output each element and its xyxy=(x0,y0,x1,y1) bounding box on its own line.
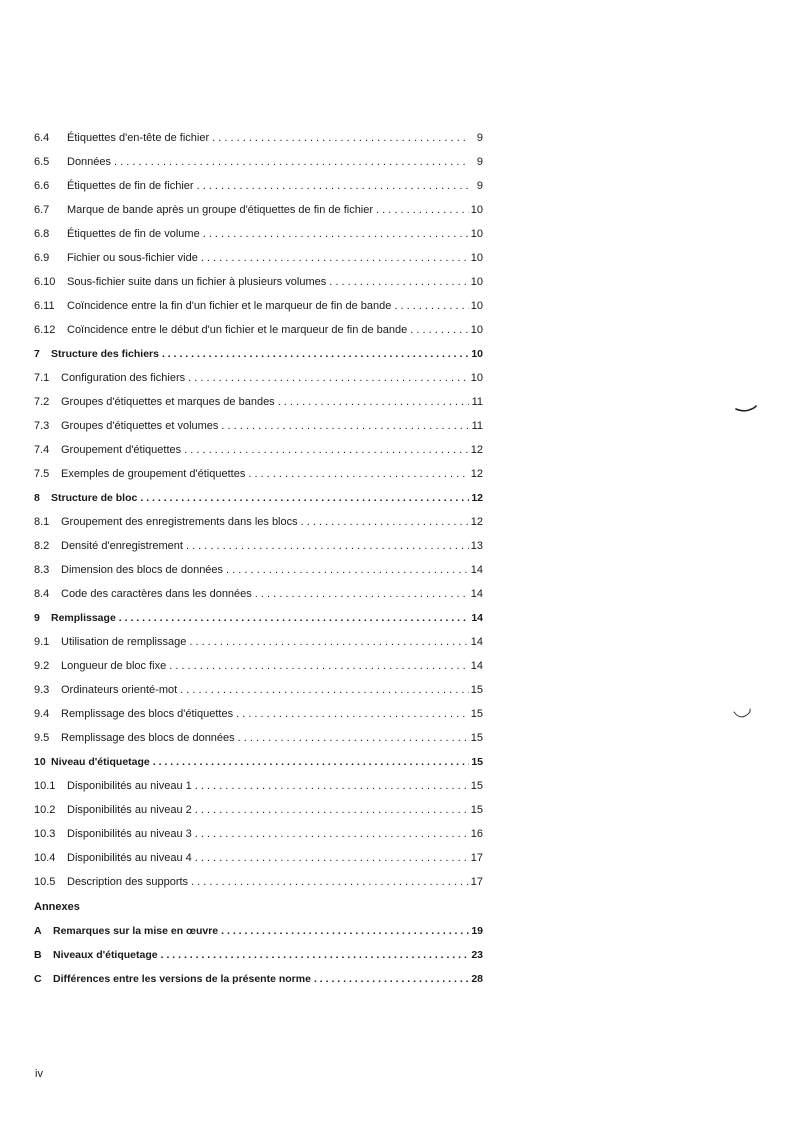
toc-entry-title: Dimension des blocs de données xyxy=(61,564,224,576)
toc-entry-page: 13 xyxy=(470,540,483,552)
toc-entry-number: A xyxy=(34,925,42,937)
toc-entry-page: 10 xyxy=(470,228,483,240)
toc-entry-number: 7.1 xyxy=(34,372,50,384)
toc-entry-title: Longueur de bloc fixe xyxy=(61,660,167,672)
toc-entry-number: 8.3 xyxy=(34,564,50,576)
toc-entry-page: 14 xyxy=(471,612,483,624)
toc-entry-page: 14 xyxy=(470,660,483,672)
toc-entry-page: 15 xyxy=(470,708,483,720)
toc-entry xyxy=(34,222,483,246)
toc-entry-title: Étiquettes de fin de volume xyxy=(67,228,200,240)
toc-entry-number: 10.2 xyxy=(34,804,56,816)
dot-leader xyxy=(329,270,469,294)
dot-leader xyxy=(186,534,469,558)
toc-entry-number: 8.2 xyxy=(34,540,50,552)
toc-entry xyxy=(34,126,483,150)
dot-leader xyxy=(197,174,469,198)
toc-entry-number: 6.10 xyxy=(34,276,56,288)
toc-entry xyxy=(34,726,483,750)
toc-entry xyxy=(34,390,483,414)
toc-entry-page: 15 xyxy=(470,804,483,816)
toc-entry-number: 6.6 xyxy=(34,180,50,192)
dot-leader xyxy=(195,822,469,846)
toc-entry-number: 7 xyxy=(34,348,40,360)
toc-entry xyxy=(34,246,483,270)
toc-entry-page: 10 xyxy=(470,252,483,264)
toc-entry-number: 7.5 xyxy=(34,468,50,480)
toc-entry-page: 15 xyxy=(470,780,483,792)
toc-entry-number: B xyxy=(34,949,42,961)
dot-leader xyxy=(184,438,469,462)
toc-entry-title: Coïncidence entre la fin d'un fichier et le marqueur de fin de bande xyxy=(67,300,392,312)
toc-entry-number: 7.4 xyxy=(34,444,50,456)
toc-entry xyxy=(34,870,483,894)
toc-entry xyxy=(34,919,483,943)
toc-entry-title: Disponibilités au niveau 4 xyxy=(67,852,192,864)
toc-entry xyxy=(34,798,483,822)
dot-leader xyxy=(236,702,469,726)
toc-entry-page: 15 xyxy=(471,756,483,768)
toc-entry-title: Configuration des fichiers xyxy=(61,372,186,384)
toc-entry-page: 9 xyxy=(476,180,483,192)
dot-leader xyxy=(114,150,469,174)
dot-leader xyxy=(221,919,469,943)
toc-entry-page: 12 xyxy=(470,444,483,456)
toc-entry-number: 10.3 xyxy=(34,828,56,840)
toc-entry-title: Remplissage des blocs d'étiquettes xyxy=(61,708,234,720)
margin-pen-mark xyxy=(735,405,757,413)
toc-entry-page: 23 xyxy=(471,949,483,961)
dot-leader xyxy=(212,126,469,150)
toc-entry-number: 9.2 xyxy=(34,660,50,672)
page-number: iv xyxy=(35,1068,43,1080)
dot-leader xyxy=(221,414,469,438)
annexes-list xyxy=(34,919,483,991)
toc-entry-title: Niveau d'étiquetage xyxy=(51,756,150,768)
toc-entry-page: 10 xyxy=(470,372,483,384)
toc-entry-number: 6.9 xyxy=(34,252,50,264)
toc-entry-number: 7.3 xyxy=(34,420,50,432)
toc-entry xyxy=(34,510,483,534)
dot-leader xyxy=(238,726,469,750)
toc-entry-number: C xyxy=(34,973,42,985)
toc-entry-number: 6.8 xyxy=(34,228,50,240)
toc-entry xyxy=(34,774,483,798)
dot-leader xyxy=(195,774,469,798)
toc-entry-number: 9.3 xyxy=(34,684,50,696)
toc-entry-title: Description des supports xyxy=(67,876,189,888)
toc-entry xyxy=(34,534,483,558)
toc-entry-title: Code des caractères dans les données xyxy=(61,588,252,600)
toc-entry xyxy=(34,462,483,486)
toc-entry-number: 6.11 xyxy=(34,300,55,312)
toc-entry-number: 8 xyxy=(34,492,40,504)
toc-entry-page: 11 xyxy=(471,396,483,408)
toc-entry-number: 9.4 xyxy=(34,708,50,720)
toc-entry-page: 10 xyxy=(470,204,483,216)
dot-leader xyxy=(394,294,468,318)
toc-entry xyxy=(34,750,483,774)
toc-entry xyxy=(34,318,483,342)
dot-leader xyxy=(188,366,469,390)
dot-leader xyxy=(248,462,468,486)
dot-leader xyxy=(278,390,469,414)
toc-entry-number: 6.4 xyxy=(34,132,50,144)
toc-entry-title: Structure des fichiers xyxy=(51,348,159,360)
toc-entry-number: 10.5 xyxy=(34,876,56,888)
toc-entry-number: 6.5 xyxy=(34,156,50,168)
toc-entry-title: Disponibilités au niveau 2 xyxy=(67,804,192,816)
toc-entry xyxy=(34,414,483,438)
dot-leader xyxy=(162,342,469,366)
dot-leader xyxy=(376,198,469,222)
toc-entry-page: 17 xyxy=(470,876,483,888)
toc-entry-title: Groupes d'étiquettes et volumes xyxy=(61,420,219,432)
toc-entry-title: Sous-fichier suite dans un fichier à plusieurs volumes xyxy=(67,276,327,288)
dot-leader xyxy=(169,654,469,678)
dot-leader xyxy=(201,246,469,270)
toc-entry xyxy=(34,678,483,702)
margin-pen-mark xyxy=(733,708,751,720)
toc-entry-page: 14 xyxy=(470,588,483,600)
toc-entry-title: Structure de bloc xyxy=(51,492,138,504)
toc-entry-number: 6.12 xyxy=(34,324,56,336)
toc-entry xyxy=(34,582,483,606)
toc-entry-title: Fichier ou sous-fichier vide xyxy=(67,252,198,264)
toc-entry-number: 10.4 xyxy=(34,852,56,864)
table-of-contents xyxy=(34,126,483,894)
toc-entry-page: 19 xyxy=(471,925,483,937)
dot-leader xyxy=(410,318,468,342)
toc-entry-title: Remplissage des blocs de données xyxy=(61,732,235,744)
toc-entry-page: 14 xyxy=(470,636,483,648)
toc-entry xyxy=(34,606,483,630)
toc-entry xyxy=(34,822,483,846)
toc-entry-number: 8.4 xyxy=(34,588,50,600)
toc-entry-title: Groupement des enregistrements dans les blocs xyxy=(61,516,298,528)
toc-entry-title: Données xyxy=(67,156,112,168)
toc-entry-page: 9 xyxy=(476,156,483,168)
toc-entry-number: 6.7 xyxy=(34,204,50,216)
toc-entry-title: Étiquettes de fin de fichier xyxy=(67,180,194,192)
toc-entry-page: 15 xyxy=(470,732,483,744)
toc-entry-title: Niveaux d'étiquetage xyxy=(53,949,158,961)
toc-entry xyxy=(34,486,483,510)
toc-entry-number: 10 xyxy=(34,756,46,768)
toc-entry-title: Marque de bande après un groupe d'étiquettes de fin de fichier xyxy=(67,204,374,216)
toc-entry xyxy=(34,846,483,870)
toc-entry xyxy=(34,630,483,654)
toc-entry-title: Étiquettes d'en-tête de fichier xyxy=(67,132,210,144)
toc-entry xyxy=(34,366,483,390)
toc-entry-title: Exemples de groupement d'étiquettes xyxy=(61,468,246,480)
toc-entry-title: Remarques sur la mise en œuvre xyxy=(53,925,219,937)
toc-entry-number: 7.2 xyxy=(34,396,50,408)
toc-entry-page: 10 xyxy=(470,300,483,312)
toc-entry-title: Différences entre les versions de la présente norme xyxy=(53,973,311,985)
toc-entry-page: 14 xyxy=(470,564,483,576)
dot-leader xyxy=(153,750,469,774)
toc-entry-number: 8.1 xyxy=(34,516,50,528)
toc-entry-title: Groupes d'étiquettes et marques de bandes xyxy=(61,396,275,408)
toc-entry-title: Disponibilités au niveau 3 xyxy=(67,828,192,840)
toc-entry-page: 10 xyxy=(470,276,483,288)
toc-entry-page: 11 xyxy=(471,420,483,432)
toc-entry-title: Utilisation de remplissage xyxy=(61,636,187,648)
toc-entry-number: 9.5 xyxy=(34,732,50,744)
toc-entry xyxy=(34,150,483,174)
toc-entry-page: 15 xyxy=(470,684,483,696)
toc-entry-page: 10 xyxy=(471,348,483,360)
toc-entry-page: 17 xyxy=(470,852,483,864)
annexes-section xyxy=(34,895,483,991)
dot-leader xyxy=(203,222,469,246)
toc-entry xyxy=(34,943,483,967)
toc-entry-page: 28 xyxy=(471,973,483,985)
toc-entry-title: Groupement d'étiquettes xyxy=(61,444,182,456)
dot-leader xyxy=(191,870,469,894)
dot-leader xyxy=(180,678,469,702)
dot-leader xyxy=(140,486,469,510)
toc-entry xyxy=(34,198,483,222)
toc-entry xyxy=(34,558,483,582)
toc-entry xyxy=(34,438,483,462)
toc-entry-number: 10.1 xyxy=(34,780,56,792)
toc-entry-number: 9.1 xyxy=(34,636,50,648)
dot-leader xyxy=(119,606,469,630)
toc-entry-page: 12 xyxy=(470,468,483,480)
dot-leader xyxy=(314,967,469,991)
toc-entry-page: 10 xyxy=(470,324,483,336)
dot-leader xyxy=(195,798,469,822)
toc-entry xyxy=(34,654,483,678)
annexes-heading: Annexes xyxy=(34,901,80,913)
dot-leader xyxy=(161,943,469,967)
toc-entry xyxy=(34,294,483,318)
dot-leader xyxy=(226,558,469,582)
toc-entry-page: 12 xyxy=(470,516,483,528)
toc-entry-page: 16 xyxy=(470,828,483,840)
dot-leader xyxy=(301,510,469,534)
toc-entry-page: 9 xyxy=(476,132,483,144)
toc-entry-page: 12 xyxy=(471,492,483,504)
dot-leader xyxy=(195,846,469,870)
toc-entry-title: Coïncidence entre le début d'un fichier et le marqueur de fin de bande xyxy=(67,324,408,336)
toc-entry-title: Remplissage xyxy=(51,612,116,624)
toc-entry xyxy=(34,270,483,294)
toc-entry-title: Densité d'enregistrement xyxy=(61,540,183,552)
toc-entry xyxy=(34,174,483,198)
dot-leader xyxy=(189,630,468,654)
toc-entry-number: 9 xyxy=(34,612,40,624)
toc-entry-title: Disponibilités au niveau 1 xyxy=(67,780,192,792)
toc-entry-title: Ordinateurs orienté-mot xyxy=(61,684,178,696)
dot-leader xyxy=(255,582,469,606)
toc-entry xyxy=(34,342,483,366)
toc-entry xyxy=(34,702,483,726)
toc-entry xyxy=(34,967,483,991)
